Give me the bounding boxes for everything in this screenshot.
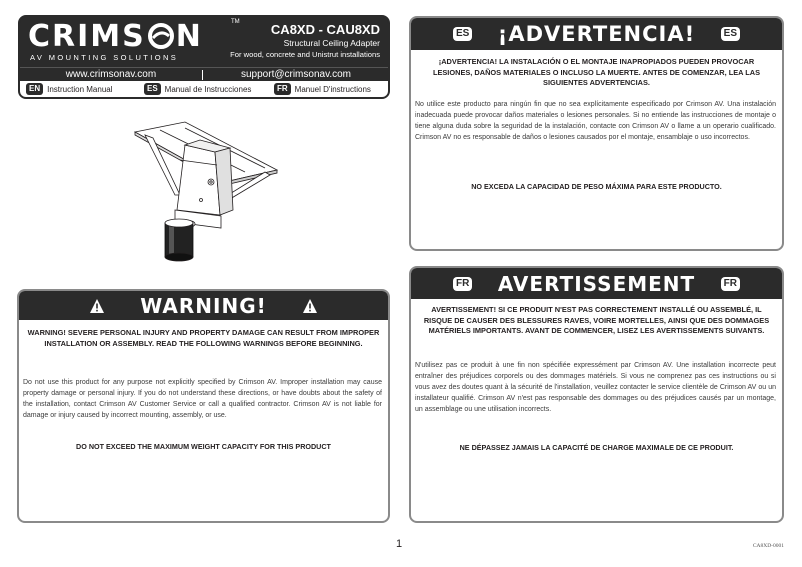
warning-panel-es [409, 16, 784, 251]
weight-limit-notice: NE DÉPASSEZ JAMAIS LA CAPACITÉ DE CHARGE MAXIMALE DE CE PRODUIT. [459, 443, 734, 452]
weight-limit-notice: DO NOT EXCEED THE MAXIMUM WEIGHT CAPACITY FOR THIS PRODUCT [76, 442, 331, 451]
language-label: Manual de Instrucciones [164, 84, 252, 94]
warning-header [19, 291, 388, 320]
language-code-badge: FR [721, 277, 740, 291]
logo-wordmark: CRIMS N [28, 19, 203, 54]
ceiling-adapter-illustration [125, 120, 285, 270]
page-number: 1 [396, 538, 403, 550]
product-use: For wood, concrete and Unistrut installations [230, 50, 380, 59]
language-bar [20, 81, 388, 97]
language-code-badge: ES [453, 27, 472, 41]
language-es [144, 83, 251, 95]
language-code-badge: ES [721, 27, 740, 41]
warning-header [411, 268, 782, 299]
support-email-link[interactable]: support@crimsonav.com [241, 69, 351, 80]
language-label: Instruction Manual [47, 84, 113, 94]
language-code-badge: FR [274, 83, 291, 95]
trademark-mark: TM [231, 19, 240, 25]
language-label: Manuel D'instructions [294, 84, 371, 94]
language-code-badge: FR [453, 277, 472, 291]
weight-limit-notice: NO EXCEDA LA CAPACIDAD DE PESO MÁXIMA PARA ESTE PRODUCTO. [471, 182, 722, 191]
warning-header [411, 18, 782, 50]
product-name: Structural Ceiling Adapter [283, 38, 380, 48]
language-en [26, 83, 113, 95]
language-code-badge: ES [144, 83, 161, 95]
contact-divider [202, 70, 203, 80]
warning-summary: WARNING! SEVERE PERSONAL INJURY AND PROPERTY DAMAGE CAN RESULT FROM IMPROPER INSTALLATION OR ASSEMBLY. READ THE FOLLOWING WARNINGS BEFORE BEGINNING. [27, 328, 380, 348]
warning-title: WARNING! [140, 293, 267, 318]
warning-body: N'utilisez pas ce produit à une fin non spécifiée expressément par Crimson AV. Une installation incorrecte peut entraîner des préjudices corporels ou des dommages matériels. Si vous ne comprenez pas ces instructions ou si vous avez des doutes quant à la sécurité de l'installation, veuillez contacter le service clientèle de Crimson AV ou un installateur qualifié. Crimson AV n'est pas responsable des dommages ou des préjudices causés par un montage, un assemblage ou une utilisation incorrects. [415, 362, 776, 413]
document-code: CA8XD-0001 [752, 543, 784, 549]
contact-bar [20, 67, 388, 81]
warning-title: ¡ADVERTENCIA! [497, 22, 696, 46]
warning-body: No utilice este producto para ningún fin que no sea explícitamente especificado por Crimson AV. Una instalación inadecuada puede provocar daños materiales o lesiones personales. Si no entiende las instrucciones de montaje o tiene alguna duda sobre la seguridad de la instalación, contacte con Crimson AV o llame a un operario cualificado. Crimson AV no es responsable de daños o lesiones causados por el montaje, ensamblaje o uso incorrectos. [415, 101, 776, 141]
warning-panel-fr [409, 266, 784, 523]
website-link[interactable]: www.crimsonav.com [65, 69, 157, 80]
logo-tagline: AV MOUNTING SOLUTIONS [30, 53, 179, 62]
warning-triangle-icon [89, 298, 105, 314]
warning-body: Do not use this product for any purpose not explicitly specified by Crimson AV. Improper installation may cause property damage or personal injury. If you do not understand these directions, or have doubts about the safety of the installation, contact Crimson AV Customer Service or call a qualified contractor. Crimson AV is not liable for damage or injury caused by incorrect mounting, assembly, or use. [23, 379, 382, 419]
brand-logo [20, 17, 246, 65]
warning-triangle-icon [302, 298, 318, 314]
logo-swirl-icon [147, 23, 175, 49]
model-number: CA8XD - CAU8XD [270, 22, 380, 37]
language-code-badge: EN [26, 83, 43, 95]
warning-panel-en [17, 289, 390, 523]
warning-title: AVERTISSEMENT [497, 271, 696, 296]
warning-summary: AVERTISSEMENT! SI CE PRODUIT N'EST PAS CORRECTEMENT INSTALLÉ OU ASSEMBLÉ, IL RISQUE DE CAUSER DES BLESSURES RAVES, VOIRE MORTELLES, AINSI QUE DES DOMMAGES MATÉRIELS IMPORTANTS. AVANT DE COMMENCER, LISEZ LES AVERTISSEMENTS SUIVANTS. [423, 305, 770, 335]
header [18, 15, 390, 99]
language-fr [274, 83, 371, 95]
warning-summary: ¡ADVERTENCIA! LA INSTALACIÓN O EL MONTAJE INAPROPIADOS PUEDEN PROVOCAR LESIONES, DAÑOS MATERIALES O INCLUSO LA MUERTE. ANTES DE COMENZAR, LEA LAS SIGUIENTES ADVERTENCIAS. [432, 57, 761, 87]
